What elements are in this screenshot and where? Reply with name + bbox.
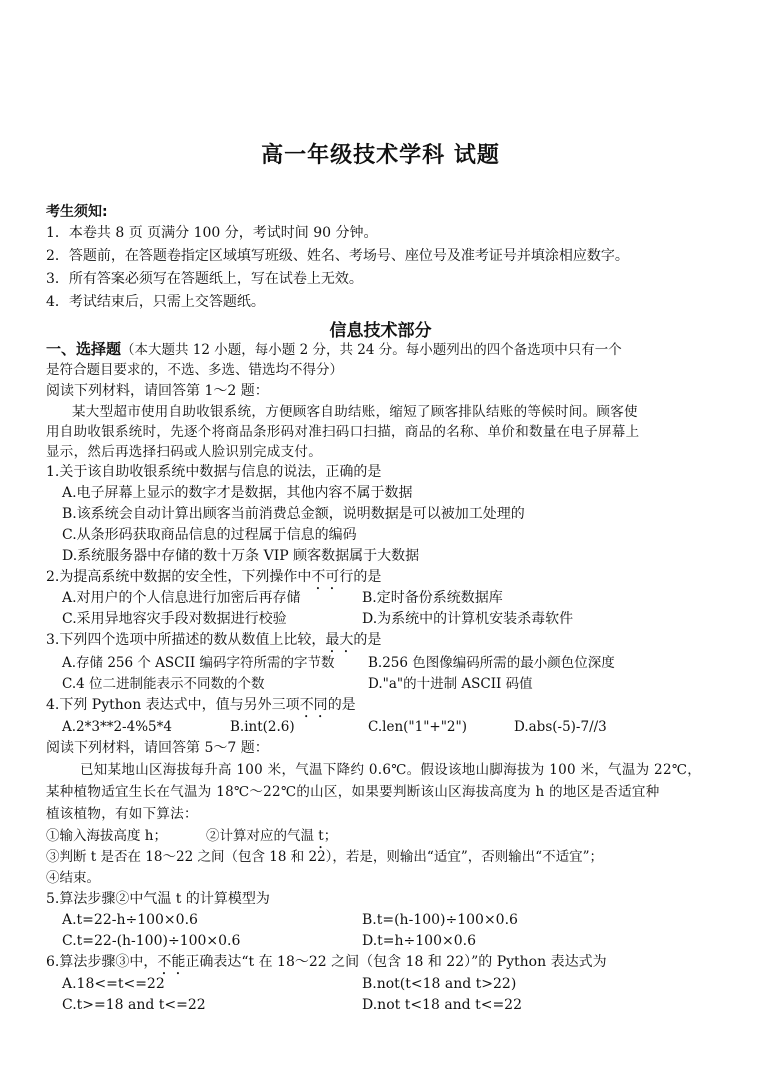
step-text: ②计算对应的气温	[206, 828, 319, 844]
notice-item: 1．本卷共 8 页 页满分 100 分，考试时间 90 分钟。	[46, 225, 378, 241]
stem-text: 的是	[327, 697, 356, 713]
algorithm-step: ①输入海拔高度 h；	[46, 828, 167, 844]
stem-text: 的是	[353, 632, 382, 648]
read-instruction: 阅读下列材料，请回答第 1～2 题：	[46, 383, 269, 399]
part1-header	[46, 340, 622, 359]
option: D.t=h÷100×0.6	[362, 933, 476, 949]
option: B.256 色图像编码所需的最小颜色位深度	[368, 655, 615, 671]
notice-item: 2．答题前，在答题卷指定区域填写班级、姓名、考场号、座位号及准考证号并填涂相应数字。	[46, 248, 629, 264]
algorithm-step: ④结束。	[46, 870, 100, 886]
emphasis-text: 不可	[311, 569, 340, 585]
part1-label: 一、选择题	[46, 340, 122, 358]
option: D.abs(-5)-7//3	[514, 719, 607, 735]
page-title: 高一年级技术学科 试题	[261, 143, 500, 168]
material-line: 植该植物，有如下算法：	[46, 806, 198, 822]
option: C.len("1"+"2")	[368, 719, 468, 735]
material-line: 某种植物适宜生长在气温为 18℃～22℃的山区，如果要判断该山区海拔高度为 h 的地区是否适宜种	[46, 784, 660, 800]
option: C.t>=18 and t<=22	[62, 997, 206, 1013]
option: D."a"的十进制 ASCII 码值	[368, 676, 533, 692]
stem-text: 2.为提高系统中数据的安全性，下列操作中	[46, 569, 312, 585]
read-instruction: 阅读下列材料，请回答第 5～7 题：	[46, 740, 269, 756]
stem-text: 3.下列四个选项中所描述的数从数值上比较，	[46, 632, 326, 648]
option: B.该系统会自动计算出顾客当前消费总金额，说明数据是可以被加工处理的	[62, 506, 525, 522]
option: C.t=22-(h-100)÷100×0.6	[62, 933, 241, 949]
option: A.电子屏幕上显示的数字才是数据，其他内容不属于数据	[62, 485, 413, 501]
option: B.t=(h-100)÷100×0.6	[362, 912, 518, 928]
option: A.对用户的个人信息进行加密后再存储	[62, 590, 301, 606]
part1-desc-cont: 是符合题目要求的，不选、多选、错选均不得分）	[46, 362, 343, 378]
stem-text: 行的是	[339, 569, 382, 585]
emphasis-text: t	[318, 828, 324, 844]
question-stem: 1.关于该自助收银系统中数据与信息的说法，正确的是	[46, 464, 382, 480]
option: A.2*3**2-4%5*4	[62, 719, 172, 735]
material-line: 已知某地山区海拔每升高 100 米，气温下降约 0.6℃。假设该地山脚海拔为 100 米，气温为 22℃，	[80, 762, 702, 778]
notice-heading: 考生须知:	[46, 204, 108, 220]
material-line: 某大型超市使用自助收银系统，方便顾客自助结账，缩短了顾客排队结账的等候时间。顾客使	[72, 404, 638, 420]
option: C.从条形码获取商品信息的过程属于信息的编码	[62, 527, 357, 543]
step-text: ；	[323, 828, 338, 844]
option: B.not(t<18 and t>22)	[362, 976, 517, 992]
emphasis-text: 不能	[157, 954, 186, 970]
option: A.t=22-h÷100×0.6	[62, 912, 198, 928]
algorithm-step: ③判断 t 是否在 18～22 之间（包含 18 和 22），若是，则输出“适宜”，否则输出“不适宜”；	[46, 849, 604, 865]
option: B.int(2.6)	[230, 719, 295, 735]
section-title: 信息技术部分	[329, 321, 432, 341]
option: A.存储 256 个 ASCII 编码字符所需的字节数	[62, 655, 335, 671]
option: D.系统服务器中存储的数十万条 VIP 顾客数据属于大数据	[62, 548, 420, 564]
option: B.定时备份系统数据库	[362, 590, 503, 606]
option: C.4 位二进制能表示不同数的个数	[62, 676, 265, 692]
option: A.18<=t<=22	[62, 976, 165, 992]
stem-text: 4.下列 Python 表达式中，值与另外三项	[46, 697, 300, 713]
emphasis-text: 不同	[299, 697, 328, 713]
material-line: 用自助收银系统时，先逐个将商品条形码对准扫码口扫描，商品的名称、单价和数量在电子屏幕上	[46, 424, 640, 440]
option: D.not t<18 and t<=22	[362, 997, 522, 1013]
stem-text: 正确表达“t 在 18～22 之间（包含 18 和 22）”的 Python 表达式为	[185, 954, 607, 970]
material-line: 显示，然后再选择扫码或人脸识别完成支付。	[46, 444, 322, 460]
notice-item: 4．考试结束后，只需上交答题纸。	[46, 294, 265, 310]
question-stem	[46, 631, 381, 656]
emphasis-text: 最大	[325, 632, 354, 648]
part1-desc: （本大题共 12 小题，每小题 2 分，共 24 分。每小题列出的四个备选项中只有一个	[121, 342, 622, 358]
stem-text: 6.算法步骤③中，	[46, 954, 158, 970]
option: C.采用异地容灾手段对数据进行校验	[62, 611, 287, 627]
notice-item: 3．所有答案必须写在答题纸上，写在试卷上无效。	[46, 271, 363, 287]
option: D.为系统中的计算机安装杀毒软件	[362, 611, 574, 627]
question-stem: 5.算法步骤②中气温 t 的计算模型为	[46, 891, 270, 907]
